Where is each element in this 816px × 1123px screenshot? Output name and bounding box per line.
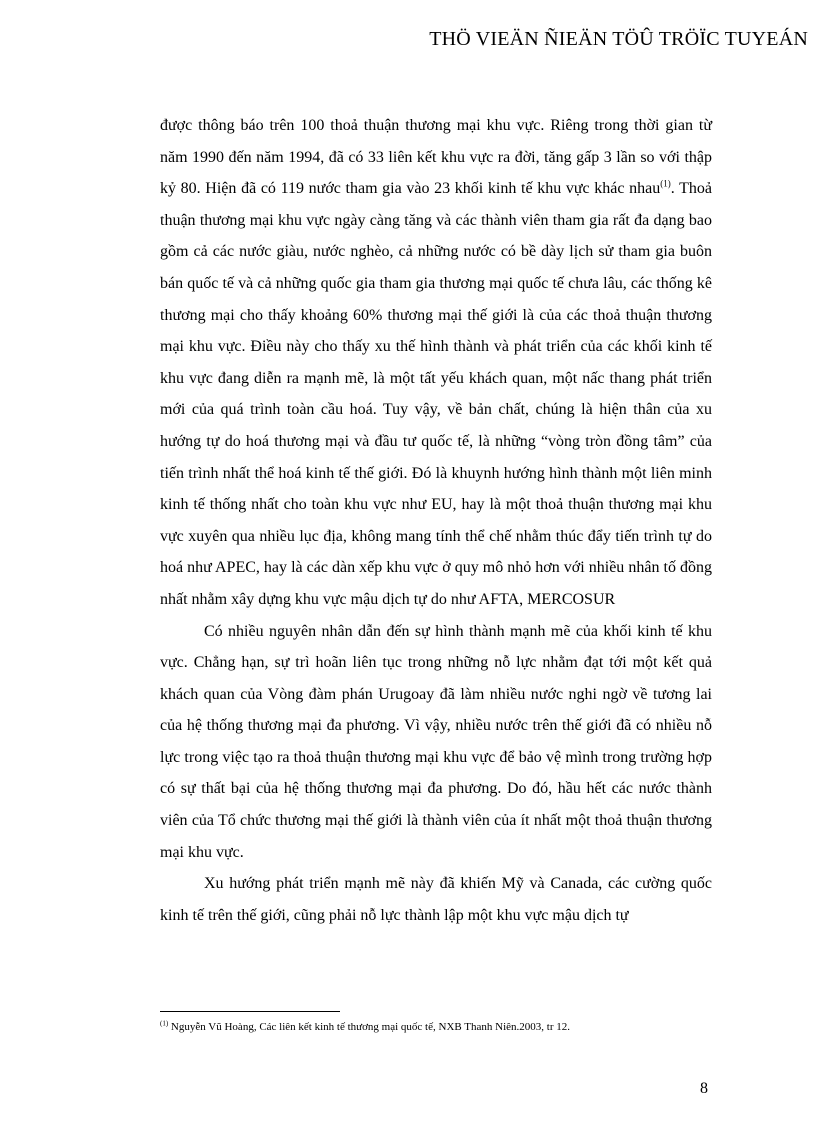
footnote-marker: (1) bbox=[160, 1019, 169, 1028]
paragraph-1 bbox=[160, 110, 712, 616]
paragraph-2: Có nhiều nguyên nhân dẫn đến sự hình thành mạnh mẽ của khối kinh tế khu vực. Chẳng hạn, sự trì hoãn liên tục trong những nỗ lực nhằm đạt tới một kết quả khách quan của Vòng đàm phán Urugoay đã làm nhiều nước nghi ngờ về tương lai của hệ thống thương mại đa phương. Vì vậy, nhiều nước trên thế giới đã có nhiều nỗ lực trong việc tạo ra thoả thuận thương mại khu vực để bảo vệ mình trong trường hợp có sự thất bại của hệ thống thương mại đa phương. Do đó, hầu hết các nước thành viên của Tổ chức thương mại thế giới là thành viên của ít nhất một thoả thuận thương mại khu vực. bbox=[160, 622, 712, 861]
footnote-divider bbox=[160, 1011, 340, 1012]
body-text bbox=[160, 110, 712, 931]
page-number: 8 bbox=[700, 1080, 708, 1097]
footnote bbox=[160, 1020, 720, 1034]
paragraph-1-text-before: được thông báo trên 100 thoả thuận thương mại khu vực. Riêng trong thời gian từ năm 1990 đến năm 1994, đã có 33 liên kết khu vực ra đời, tăng gấp 3 lần so với thập kỷ 80. Hiện đã có 119 nước tham gia vào 23 khối kinh tế khu vực khác nhau bbox=[160, 117, 712, 198]
footnote-text: Nguyễn Vũ Hoàng, Các liên kết kinh tế thương mại quốc tế, NXB Thanh Niên.2003, tr 12. bbox=[168, 1021, 570, 1033]
paragraph-1-text-after: . Thoả thuận thương mại khu vực ngày càng tăng và các thành viên tham gia rất đa dạng bao gồm cả các nước giàu, nước nghèo, cả những nước có bề dày lịch sử tham gia buôn bán quốc tế và cả những quốc gia tham gia thương mại quốc tế chưa lâu, các thống kê thương mại cho thấy khoảng 60% thương mại thế giới là của các thoả thuận thương mại khu vực. Điều này cho thấy xu thế hình thành và phát triển của các khối kinh tế khu vực đang diễn ra mạnh mẽ, là một tất yếu khách quan, một nấc thang phát triển mới của quá trình toàn cầu hoá. Tuy vậy, về bản chất, chúng là hiện thân của xu hướng tự do hoá thương mại và đầu tư quốc tế, là những “vòng tròn đồng tâm” của tiến trình nhất thể hoá kinh tế thế giới. Đó là khuynh hướng hình thành một liên minh kinh tế thống nhất cho toàn khu vực như EU, hay là một thoả thuận thương mại khu vực xuyên qua nhiều lục địa, không mang tính thể chế nhằm thúc đẩy tiến trình tự do hoá như APEC, hay là các dàn xếp khu vực ở quy mô nhỏ hơn với nhiều nhân tố đồng nhất nhằm xây dựng khu vực mậu dịch tự do như AFTA, MERCOSUR bbox=[160, 180, 712, 608]
footnote-reference[interactable]: (1) bbox=[660, 178, 671, 189]
paragraph-3: Xu hướng phát triển mạnh mẽ này đã khiến Mỹ và Canada, các cường quốc kinh tế trên thế giới, cũng phải nỗ lực thành lập một khu vực mậu dịch tự bbox=[160, 875, 712, 924]
running-header: THÖ VIEÄN ÑIEÄN TÖÛ TRÖÏC TUYEÁN bbox=[429, 28, 808, 50]
